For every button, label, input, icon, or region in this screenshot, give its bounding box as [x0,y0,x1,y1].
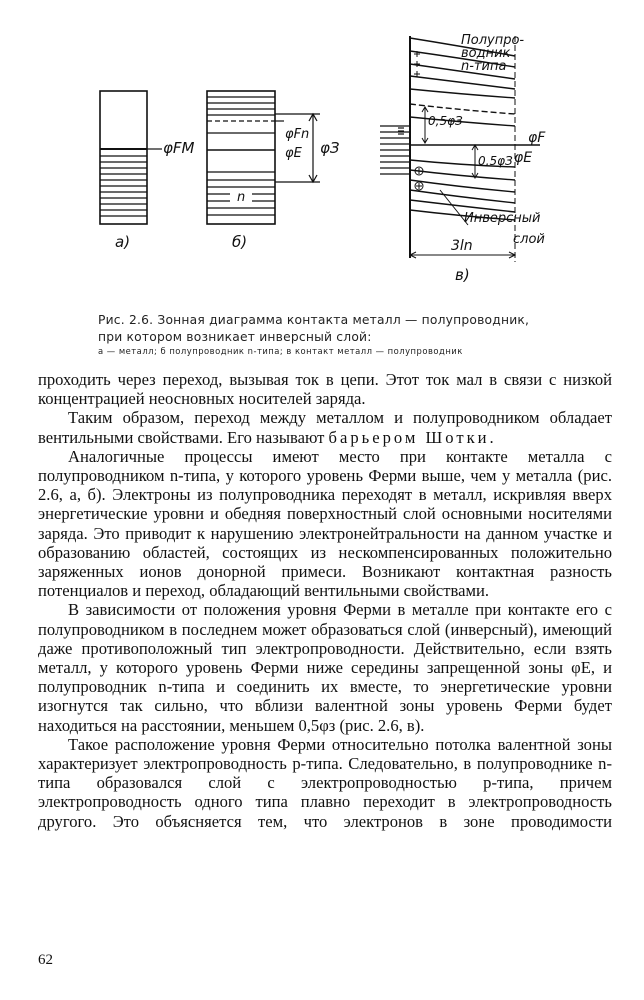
paragraph-2 [38,408,612,446]
inverse-layer-label-line2: слой [513,232,545,247]
label-b: б) [232,233,248,251]
label-c: в) [455,266,470,284]
paragraph-4: В зависимости от положения уровня Ферми в металле при контакте его с полупроводником в последнем может образоваться слой (инверсный), имеющий даже противоположный тип электропроводности. Действительно, если взять металл, у которого уровень Ферми ниже середины запрещенной зоны φE, и полупроводник n-типа и соединить их вместе, то энергетические уровни изогнутся так сильно, что вблизи валентной зоны уровень Ферми будет находиться на расстоянии, меньшем 0,5φз (рис. 2.6, в). [38,600,612,735]
caption-line-2: при котором возникает инверсный слой: [98,330,372,344]
half-phi-label-1: 0,5φЗ [428,114,463,128]
phi-f-label-c: φF [528,130,546,146]
contact-diagram [380,36,540,262]
metal-diagram [100,91,195,251]
semiconductor-label-line2: водник [461,46,511,61]
band-diagram-figure [0,0,644,310]
semiconductor-diagram [207,91,340,251]
paragraph-3: Аналогичные процессы имеют место при контакте металла с полупроводником n-типа, у которого уровень Ферми выше, чем у металла (рис. 2.6, а, б). Электроны из полупроводника переходят в металл, искривляя вверх энергетические уровни и обедняя поверхностный слой основными носителями заряда. Это приводит к нарушению электронейтральности на данном участке и образованию областей, состоящих из нескомпенсированных положительно заряженных ионов донорной примеси. Возникают контактная разность потенциалов и переход, обладающий вентильными свойствами. [38,446,612,601]
paragraph-2-text: Таким образом, переход между металлом и полупроводником обладает вентильными свойствами. Его называют [38,408,612,447]
figure-caption [98,312,568,346]
page-number: 62 [38,952,53,968]
phi-fn-label: φFn [285,127,310,142]
semiconductor-label-line1: Полупро- [461,33,525,48]
phi-e-label-c: φE [514,150,533,166]
paragraph-5: Такое расположение уровня Ферми относительно потолка валентной зоны характеризует электропроводность p-типа. Следовательно, в полупроводнике n-типа образовался слой с электропроводностью p-типа, причем электропроводность одного типа плавно переходит в электропроводность другого. Это объясняется тем, что электронов в зоне проводимости [38,734,612,831]
paragraph-1: проходить через переход, вызывая ток в цепи. Этот ток мал в связи с низкой концентрацией неосновных носителей заряда. [38,370,612,409]
phi-z-label: φЗ [320,139,340,157]
schottky-barrier-term: барьером Шотки. [328,427,497,447]
phi-e-label-b: φE [285,146,302,161]
inverse-layer-label-line1: Инверсный [464,211,541,226]
semiconductor-label-line3: n-типа [461,59,507,74]
caption-legend: а — металл; б полупроводник n-типа; в контакт металл — полупроводник [98,346,463,356]
caption-line-1: Рис. 2.6. Зонная диаграмма контакта металл — полупроводник, [98,313,530,327]
body-text [38,370,612,831]
half-phi-label-2: 0,5φЗ [478,154,513,168]
three-ln-label: 3ln [451,238,473,254]
label-a: a) [115,233,131,251]
phi-fm-label: φFM [163,139,195,157]
n-label: n [237,190,246,205]
